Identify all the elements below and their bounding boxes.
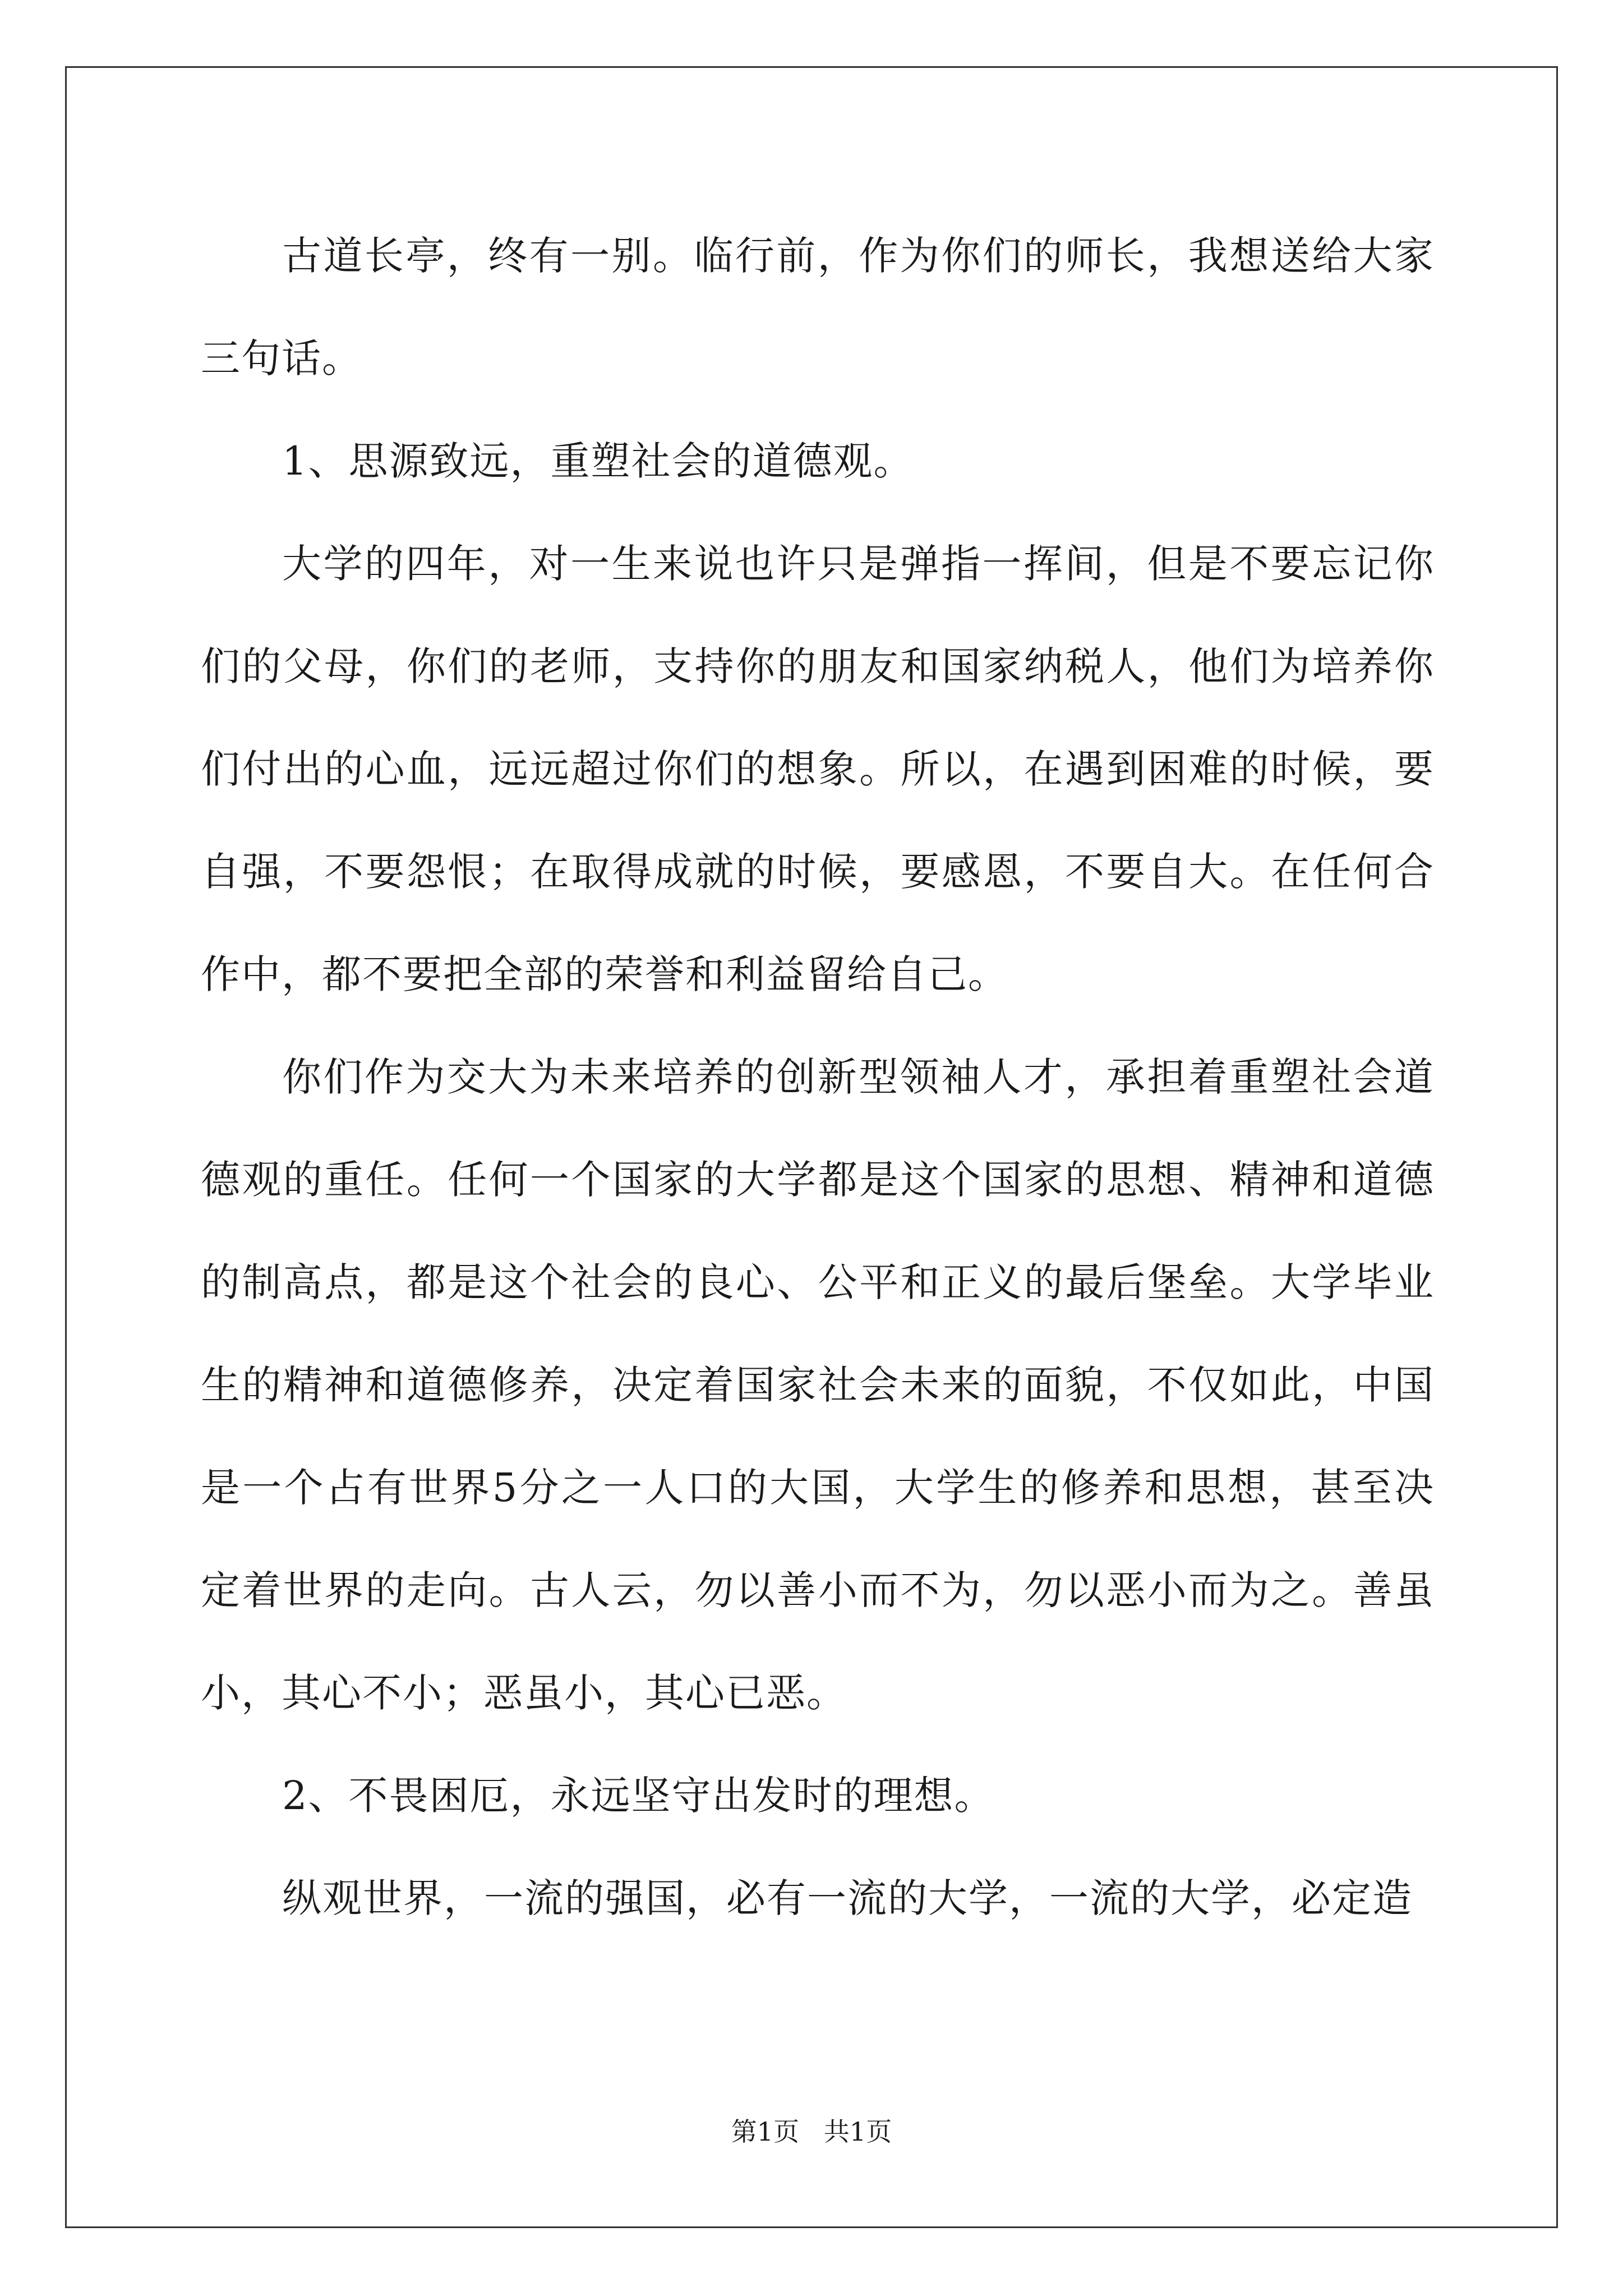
heading-point-2: 2、不畏困厄，永远坚守出发时的理想。 (282, 1773, 995, 1819)
heading-point-1: 1、思源致远，重塑社会的道德观。 (282, 438, 914, 484)
paragraph-world-view: 纵观世界，一流的强国，必有一流的大学，一流的大学，必定造 (282, 1875, 1413, 1921)
paragraph-university-years: 大学的四年，对一生来说也许只是弹指一挥间，但是不要忘记你们的父母，你们的老师，支持你的朋友和国家纳税人，他们为培养你们付出的心血，远远超过你们的想象。所以，在遇到困难的时候，要自强，不要怨恨；在取得成就的时候，要感恩，不要自大。在任何合作中，都不要把全部的荣誉和利益留给自己。 (201, 541, 1435, 997)
paragraph-moral-responsibility: 你们作为交大为未来培养的创新型领袖人才，承担着重塑社会道德观的重任。任何一个国家的大学都是这个国家的思想、精神和道德的制高点，都是这个社会的良心、公平和正义的最后堡垒。大学毕业生的精神和道德修养，决定着国家社会未来的面貌，不仅如此，中国是一个占有世界5分之一人口的大国，大学生的修养和思想，甚至决定着世界的走向。古人云，勿以善小而不为，勿以恶小而为之。善虽小，其心不小；恶虽小，其心已恶。 (201, 1054, 1435, 1716)
paragraph-farewell: 古道长亭，终有一别。临行前，作为你们的师长，我想送给大家三句话。 (201, 233, 1435, 381)
page-number: 第1页 共1页 (731, 2116, 892, 2147)
document-body (201, 205, 1435, 1950)
